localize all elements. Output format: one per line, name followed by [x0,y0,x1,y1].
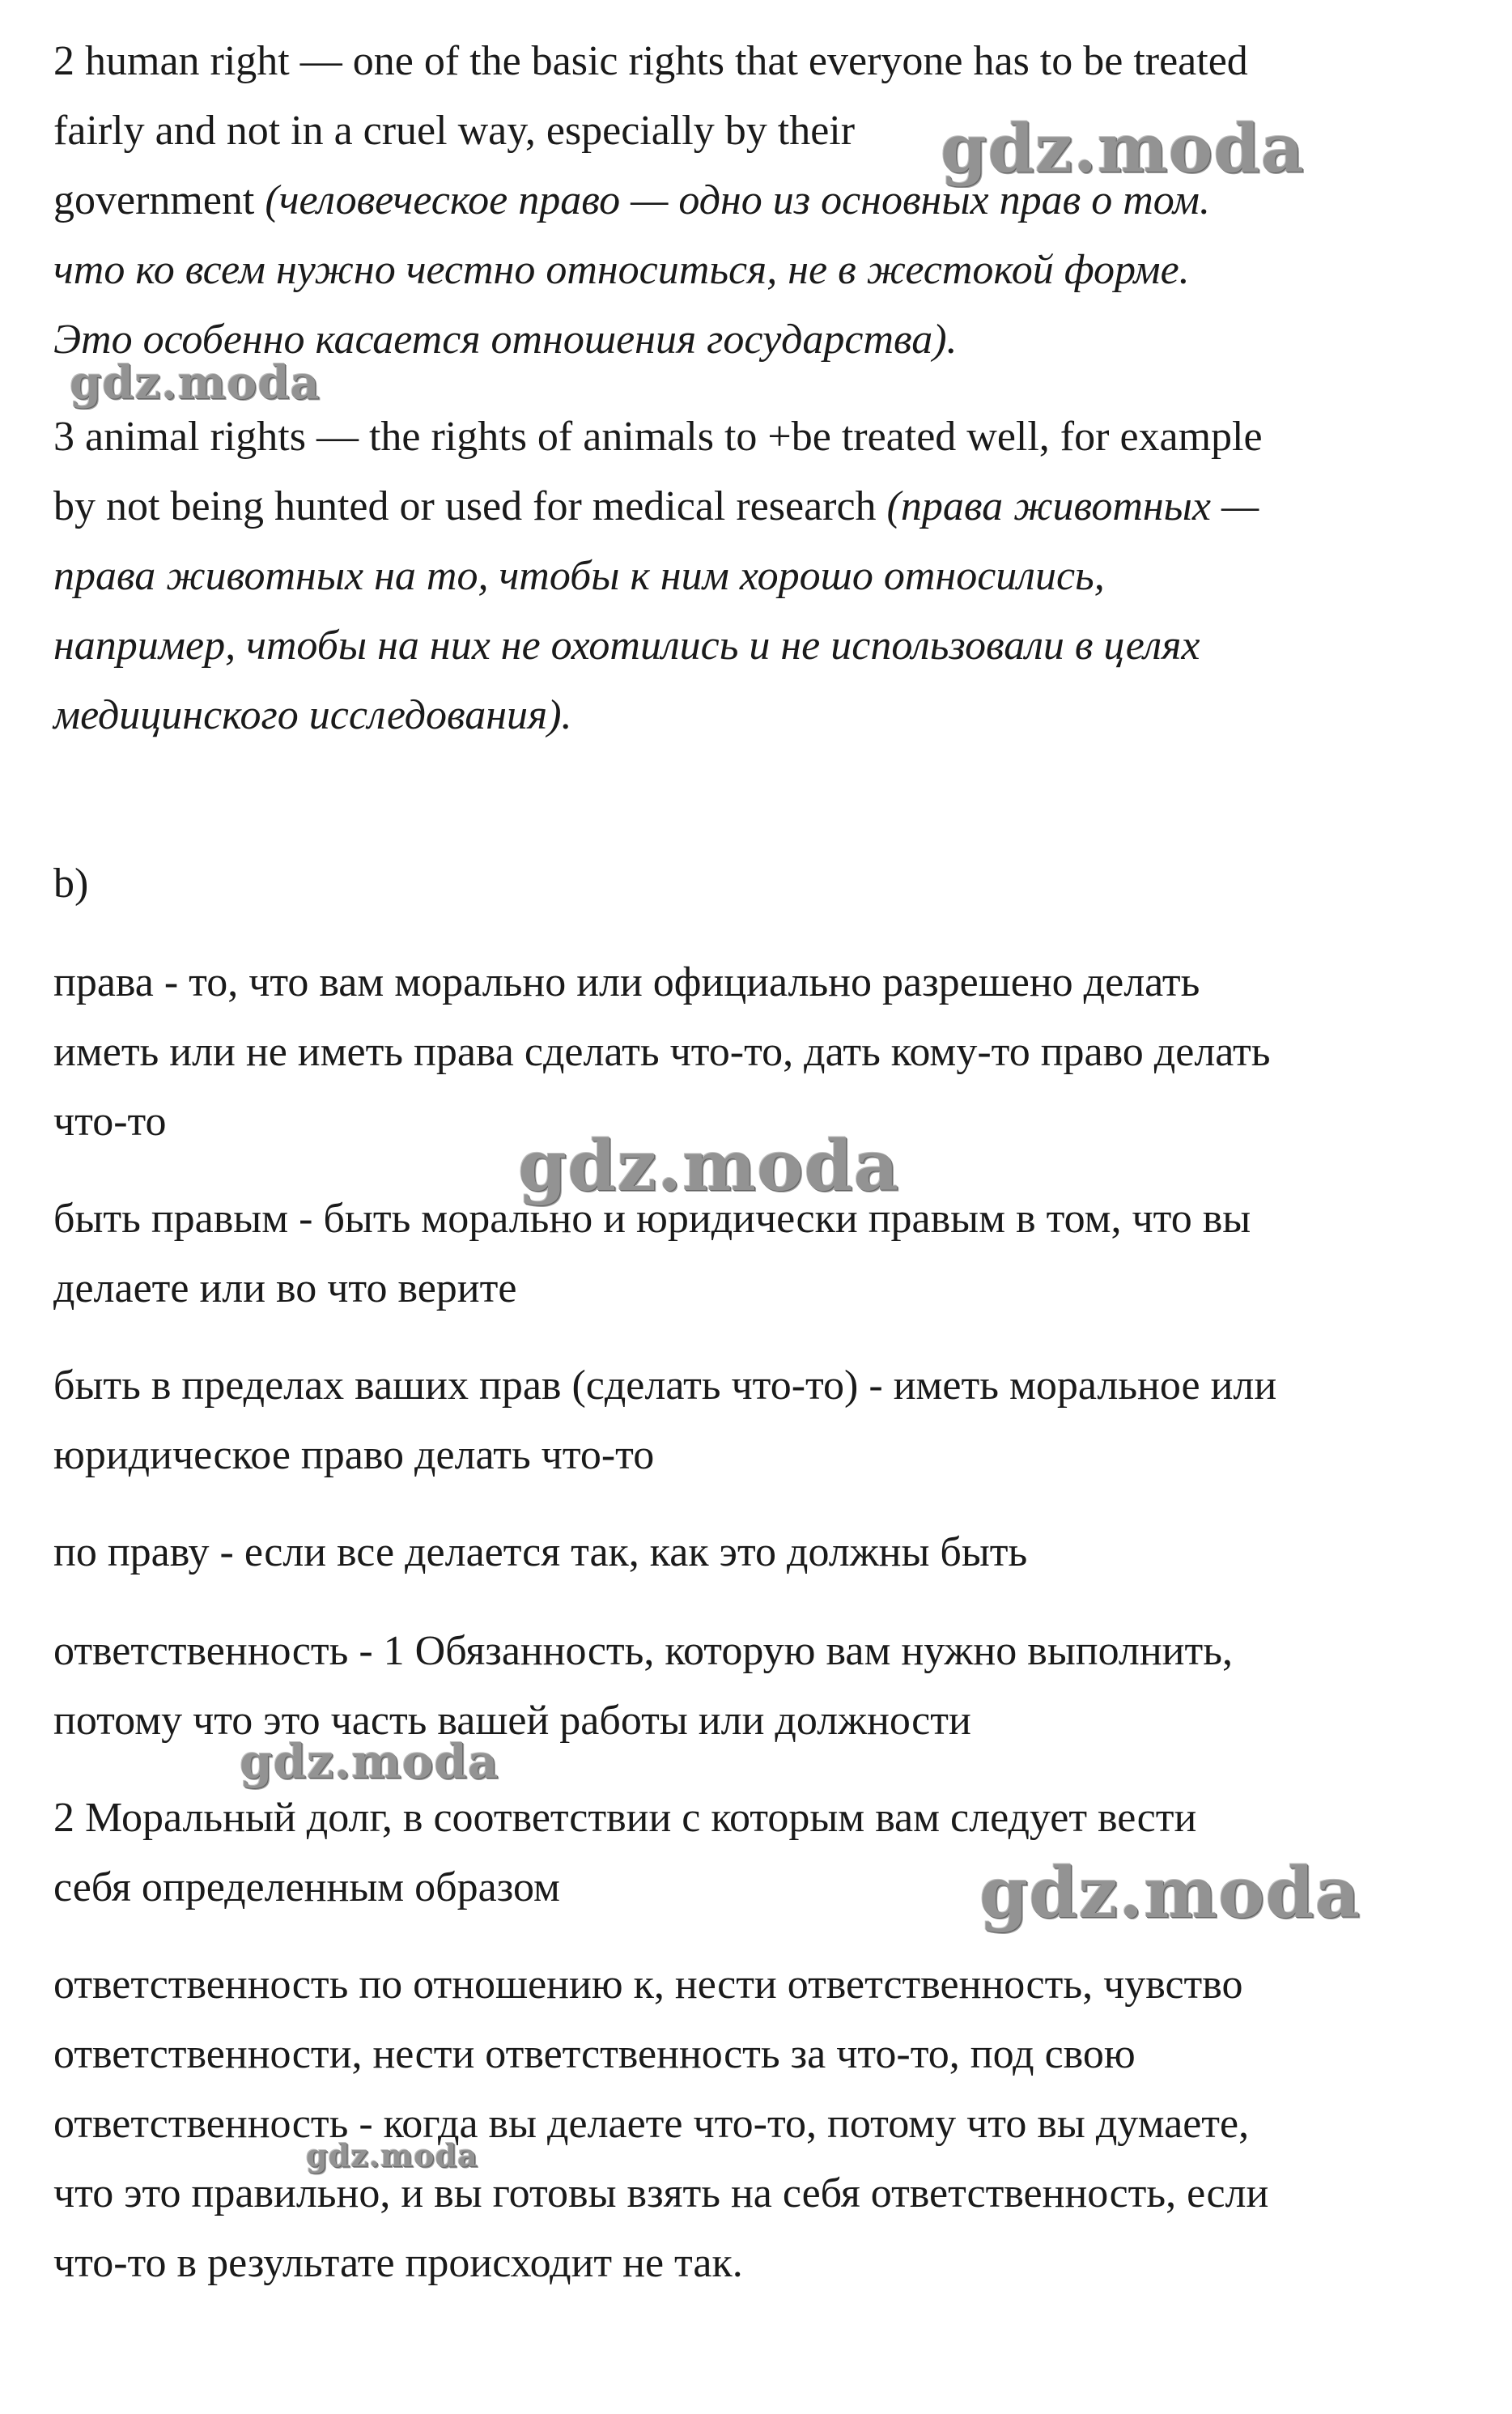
p2-line-5: медицинского исследования). [53,692,572,738]
p9-line-3: ответственность - когда вы делаете что-то, потому что вы думаете, [53,2101,1250,2147]
watermark-logo: gdz.moda [518,1125,900,1207]
watermark-logo: gdz.moda [941,110,1305,188]
p8-line-2: себя определенным образом [53,1864,560,1910]
p2-line-4: например, чтобы на них не охотились и не использовали в целях [53,623,1200,669]
p7-line-1: ответственность - 1 Обязанность, которую вам нужно выполнить, [53,1628,1233,1674]
p3-line-1: права - то, что вам морально или официально разрешено делать [53,959,1200,1005]
p1-line-4: что ко всем нужно честно относиться, не в жестокой форме. [53,247,1190,293]
p8-line-1: 2 Моральный долг, в соответствии с которым вам следует вести [53,1795,1197,1841]
p4-line-2: делаете или во что верите [53,1265,517,1311]
watermark-logo: gdz.moda [306,2137,478,2174]
p9-line-5: что-то в результате происходит не так. [53,2240,743,2286]
p1-line-1: 2 human right — one of the basic rights that everyone has to be treated [53,38,1248,84]
p1-line-3-translation: (человеческое право — одно из основных прав о том. [265,177,1210,223]
watermark-logo: gdz.moda [70,356,321,410]
p1-line-3-english: government [53,177,265,223]
p2-line-2-english: by not being hunted or used for medical research [53,483,887,529]
p4-line-1: быть правым - быть морально и юридически правым в том, что вы [53,1196,1251,1242]
p3-line-3: что-то [53,1099,167,1145]
p2-line-2 [53,482,1259,531]
p5-line-2: юридическое право делать что-то [53,1432,655,1478]
p7-line-2: потому что это часть вашей работы или должности [53,1698,971,1744]
p1-line-2: fairly and not in a cruel way, especially by their [53,108,856,154]
p2-line-1: 3 animal rights — the rights of animals to +be treated well, for example [53,414,1263,460]
p9-line-1: ответственность по отношению к, нести ответственность, чувство [53,1961,1243,2008]
watermark-logo: gdz.moda [240,1734,499,1789]
watermark-logo: gdz.moda [979,1852,1361,1934]
p3-line-2: иметь или не иметь права сделать что-то, дать кому-то право делать [53,1029,1271,1075]
p2-line-2-translation: (права животных — [886,483,1259,529]
p1-line-5: Это особенно касается отношения государства). [53,317,958,363]
p9-line-4: что это правильно, и вы готовы взять на себя ответственность, если [53,2170,1269,2216]
p5-line-1: быть в пределах ваших прав (сделать что-то) - иметь моральное или [53,1362,1277,1409]
section-b-heading: b) [53,861,89,907]
p2-line-3: права животных на то, чтобы к ним хорошо относились, [53,553,1105,599]
p9-line-2: ответственности, нести ответственность за что-то, под свою [53,2031,1136,2077]
p6-line-1: по праву - если все делается так, как это должны быть [53,1529,1028,1575]
